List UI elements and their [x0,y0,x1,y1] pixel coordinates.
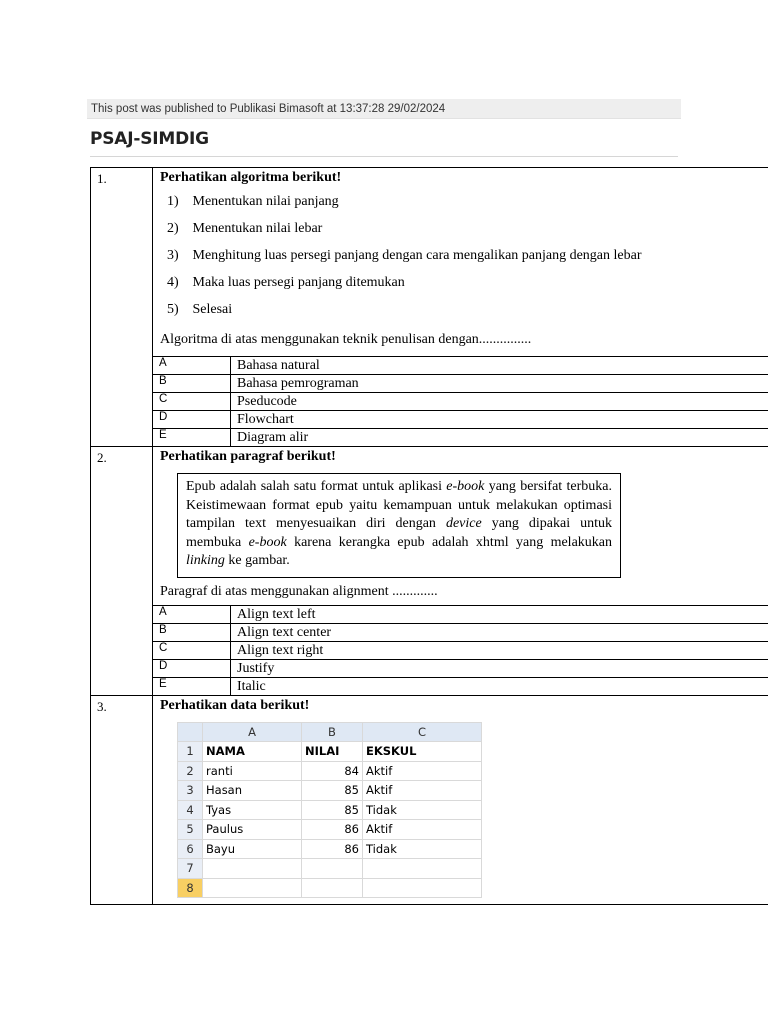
question-heading: Perhatikan paragraf berikut! [160,449,336,464]
column-header: B [302,722,363,742]
option-letter: B [153,375,231,393]
cell [363,878,482,898]
cell [302,878,363,898]
option-text: Bahasa natural [231,357,768,375]
option-text: Flowchart [231,411,768,429]
row-header: 1 [178,742,203,762]
cell: ranti [203,761,302,781]
question-prompt: Paragraf di atas menggunakan alignment ............. [160,583,438,599]
row-header: 6 [178,839,203,859]
sheet-corner [178,722,203,742]
table-row [178,820,482,840]
cell: Aktif [363,761,482,781]
answer-option [91,375,768,393]
question-number: 3. [91,695,153,905]
option-text: Align text center [231,623,768,641]
question-heading: Perhatikan data berikut! [160,697,310,713]
answer-option [91,429,768,447]
table-row [178,761,482,781]
publish-banner-text: This post was published to Publikasi Bimasoft at 13:37:28 29/02/2024 [91,103,446,115]
question-heading: Perhatikan algoritma berikut! [160,170,342,185]
cell: NAMA [203,742,302,762]
row-header: 2 [178,761,203,781]
cell [203,859,302,879]
question-number: 2. [91,447,153,696]
cell: Paulus [203,820,302,840]
page-title: PSAJ-SIMDIG [90,129,209,149]
option-text: Align text left [231,605,768,623]
option-letter: E [153,677,231,695]
question-row [91,447,768,606]
answer-option [91,677,768,695]
table-row [178,839,482,859]
cell: Bayu [203,839,302,859]
answer-option [91,659,768,677]
answer-option [91,623,768,641]
answer-option [91,357,768,375]
option-text: Bahasa pemrograman [231,375,768,393]
list-item: 3) Menghitung luas persegi panjang dengan cara mengalikan panjang dengan lebar [167,248,642,263]
cell: 84 [302,761,363,781]
answer-option [91,641,768,659]
table-row [178,781,482,801]
cell [302,859,363,879]
cell: NILAI [302,742,363,762]
row-header: 7 [178,859,203,879]
answer-option [91,393,768,411]
column-header: C [363,722,482,742]
question-body [153,695,768,905]
cell: 85 [302,781,363,801]
table-row [178,859,482,879]
option-text: Italic [231,677,768,695]
cell [203,878,302,898]
cell: Tyas [203,800,302,820]
publish-banner [87,99,681,119]
cell: Tidak [363,839,482,859]
row-header: 5 [178,820,203,840]
row-header: 3 [178,781,203,801]
option-letter: A [153,357,231,375]
question-number: 1. [91,168,153,447]
option-text: Justify [231,659,768,677]
cell [363,859,482,879]
cell: 86 [302,839,363,859]
list-item: 5) Selesai [167,302,233,317]
list-item: 1) Menentukan nilai panjang [167,194,339,209]
cell: Aktif [363,781,482,801]
option-letter: C [153,641,231,659]
question-body [153,168,768,357]
question-table [90,167,768,905]
algorithm-steps [153,194,768,329]
paragraph-box: Epub adalah salah satu format untuk aplikasi e-book yang bersifat terbuka. Keistimewaan format epub yaitu kemampuan untuk melakukan optimasi tampilan text menyesuaikan diri dengan device yang dipakai untuk membuka e-book karena kerangka epub adalah xhtml yang melakukan linking ke gambar. [177,473,621,578]
option-letter: A [153,605,231,623]
cell: Tidak [363,800,482,820]
row-header-selected: 8 [178,878,203,898]
table-row [178,742,482,762]
cell: Hasan [203,781,302,801]
answer-option [91,605,768,623]
column-header: A [203,722,302,742]
title-divider [90,156,678,157]
table-row [178,878,482,898]
list-item: 4) Maka luas persegi panjang ditemukan [167,275,405,290]
question-row [91,168,768,357]
option-text: Align text right [231,641,768,659]
option-text: Pseducode [231,393,768,411]
table-row [178,800,482,820]
cell: 85 [302,800,363,820]
option-text: Diagram alir [231,429,768,447]
cell: Aktif [363,820,482,840]
question-prompt: Algoritma di atas menggunakan teknik penulisan dengan............... [160,332,532,347]
option-letter: C [153,393,231,411]
spreadsheet-image [177,722,482,899]
answer-option [91,411,768,429]
option-letter: D [153,659,231,677]
option-letter: D [153,411,231,429]
question-row [91,695,768,905]
row-header: 4 [178,800,203,820]
cell: 86 [302,820,363,840]
cell: EKSKUL [363,742,482,762]
option-letter: E [153,429,231,447]
option-letter: B [153,623,231,641]
list-item: 2) Menentukan nilai lebar [167,221,323,236]
sheet-header-row [178,722,482,742]
question-body [153,447,768,606]
